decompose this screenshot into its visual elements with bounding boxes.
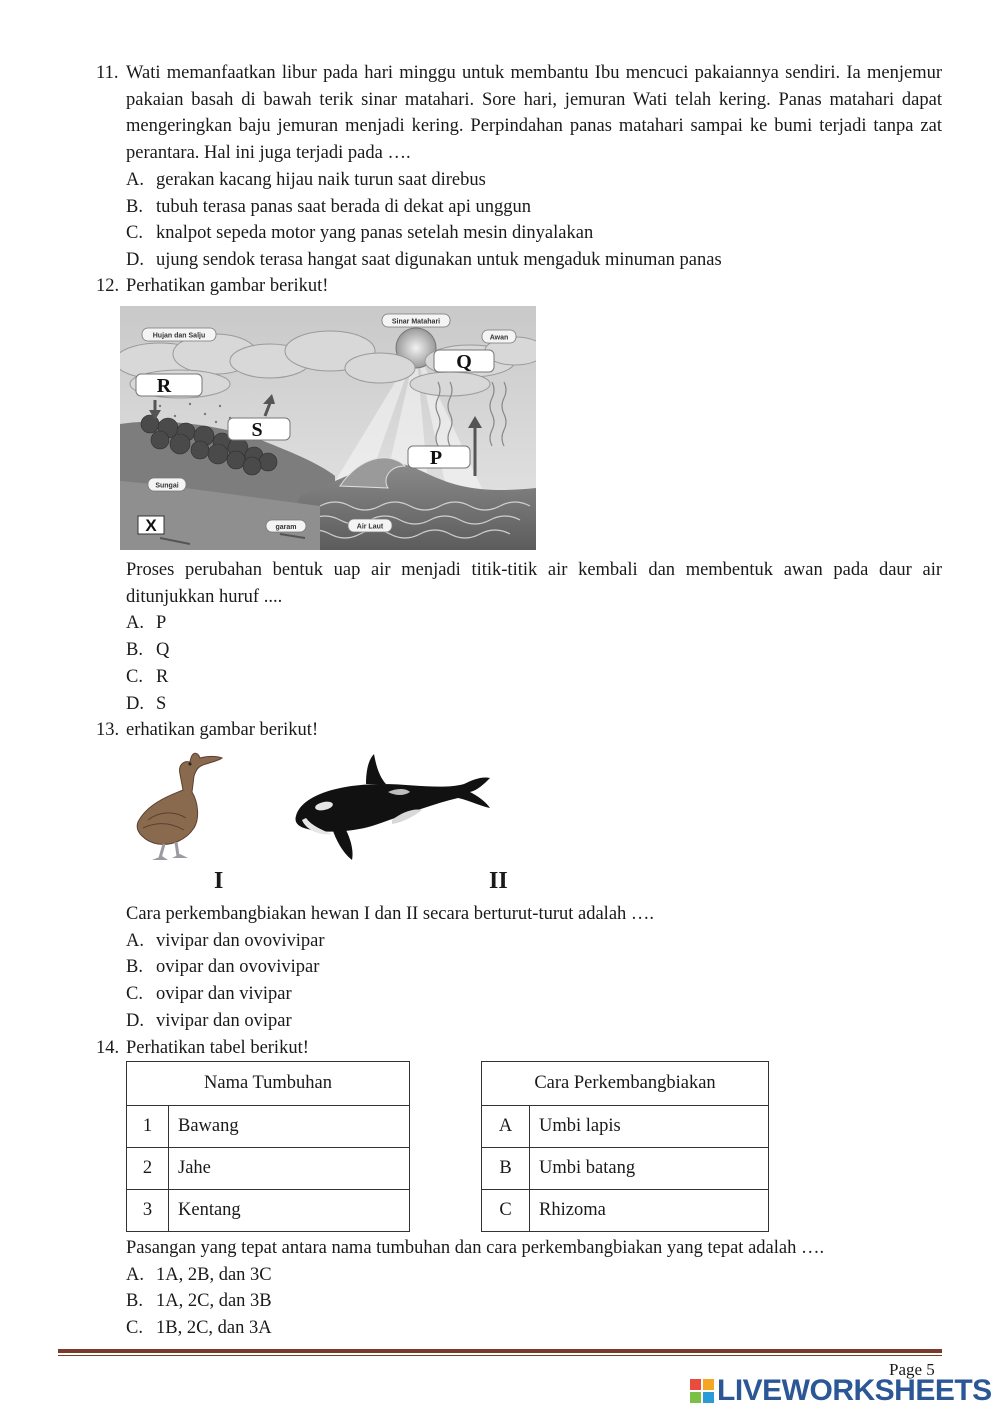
letter-p: P xyxy=(429,447,443,469)
letter-x: X xyxy=(145,516,157,535)
footer-rule xyxy=(58,1349,942,1353)
option-a[interactable]: A. vivipar dan ovovivipar xyxy=(126,930,325,951)
question-number: 12. xyxy=(96,276,120,296)
question-14 xyxy=(96,1035,942,1062)
letter-q: Q xyxy=(456,351,472,373)
option-d[interactable]: D. vivipar dan ovipar xyxy=(126,1010,292,1031)
table-header: Nama Tumbuhan xyxy=(127,1062,410,1106)
question-intro: Perhatikan gambar berikut! xyxy=(126,276,329,296)
brand-text: LIVEWORKSHEETS xyxy=(717,1374,992,1407)
table-header: Cara Perkembangbiakan xyxy=(482,1062,769,1106)
duck-image xyxy=(128,742,228,864)
question-intro: Perhatikan tabel berikut! xyxy=(126,1038,309,1058)
table-row: A Umbi lapis xyxy=(482,1106,769,1148)
water-cycle-figure xyxy=(120,306,536,550)
footer-rule-thin xyxy=(58,1355,942,1356)
option-d[interactable]: D. S xyxy=(126,693,167,714)
liveworksheets-icon xyxy=(690,1379,714,1403)
question-12 xyxy=(96,273,942,300)
question-12-body xyxy=(96,557,942,717)
option-b[interactable]: B. tubuh terasa panas saat berada di dekat api unggun xyxy=(126,196,532,217)
label-hujan-salju: Hujan dan Salju xyxy=(152,332,206,340)
table-row: 1 Bawang xyxy=(127,1106,410,1148)
question-text: Proses perubahan bentuk uap air menjadi titik-titik air kembali dan membentuk awan pada daur air ditunjukkan huruf .... xyxy=(126,560,942,607)
option-b[interactable]: B. Q xyxy=(126,640,170,661)
letter-s: S xyxy=(251,419,263,441)
option-a[interactable]: A. gerakan kacang hijau naik turun saat direbus xyxy=(126,169,486,190)
liveworksheets-logo[interactable] xyxy=(690,1374,992,1408)
option-c[interactable]: C. R xyxy=(126,666,169,687)
label-ii: II xyxy=(489,868,508,894)
question-11 xyxy=(96,60,942,274)
option-b[interactable]: B. ovipar dan ovovivipar xyxy=(126,957,320,978)
label-air-laut: Air Laut xyxy=(356,523,384,531)
table-row: 2 Jahe xyxy=(127,1148,410,1190)
letter-r: R xyxy=(156,375,172,397)
option-c[interactable]: C. ovipar dan vivipar xyxy=(126,984,292,1005)
page-number: Page 5 xyxy=(889,1360,935,1379)
option-a[interactable]: A. 1A, 2B, dan 3C xyxy=(126,1264,272,1285)
label-garam: garam xyxy=(275,524,297,531)
question-13-body xyxy=(96,901,942,1035)
question-text: Wati memanfaatkan libur pada hari minggu untuk membantu Ibu mencuci pakaiannya sendiri. Ia menjemur pakaian basah di bawah terik sinar matahari. Sore hari, jemuran Wati telah kering. Panas matahari dapat mengeringkan baju jemuran menjadi kering. Perpindahan panas matahari sampai ke bumi terjadi tanpa zat perantara. Hal ini juga terjadi pada …. xyxy=(126,63,942,164)
table-row: B Umbi batang xyxy=(482,1148,769,1190)
table-row: C Rhizoma xyxy=(482,1190,769,1232)
question-number: 11. xyxy=(96,63,119,83)
label-awan: Awan xyxy=(489,334,509,342)
question-text: Cara perkembangbiakan hewan I dan II secara berturut-turut adalah …. xyxy=(126,904,655,924)
table-reproduction-methods xyxy=(481,1061,769,1232)
label-i: I xyxy=(214,868,224,894)
option-a[interactable]: A. P xyxy=(126,613,167,634)
label-sinar-matahari: Sinar Matahari xyxy=(391,318,441,326)
question-text: Pasangan yang tepat antara nama tumbuhan dan cara perkembangbiakan yang tepat adalah …. xyxy=(126,1238,825,1258)
option-b[interactable]: B. 1A, 2C, dan 3B xyxy=(126,1291,272,1312)
question-number: 14. xyxy=(96,1038,120,1058)
option-c[interactable]: C. knalpot sepeda motor yang panas setelah mesin dinyalakan xyxy=(126,223,594,244)
table-plant-names xyxy=(126,1061,410,1232)
question-14-body xyxy=(96,1235,942,1342)
option-c[interactable]: C. 1B, 2C, dan 3A xyxy=(126,1318,272,1339)
orca-image xyxy=(292,754,494,864)
table-row: 3 Kentang xyxy=(127,1190,410,1232)
question-13 xyxy=(96,717,942,744)
question-intro: erhatikan gambar berikut! xyxy=(126,720,319,740)
question-number: 13. xyxy=(96,720,120,740)
label-sungai: Sungai xyxy=(155,482,179,490)
option-d[interactable]: D. ujung sendok terasa hangat saat digunakan untuk mengaduk minuman panas xyxy=(126,249,722,270)
